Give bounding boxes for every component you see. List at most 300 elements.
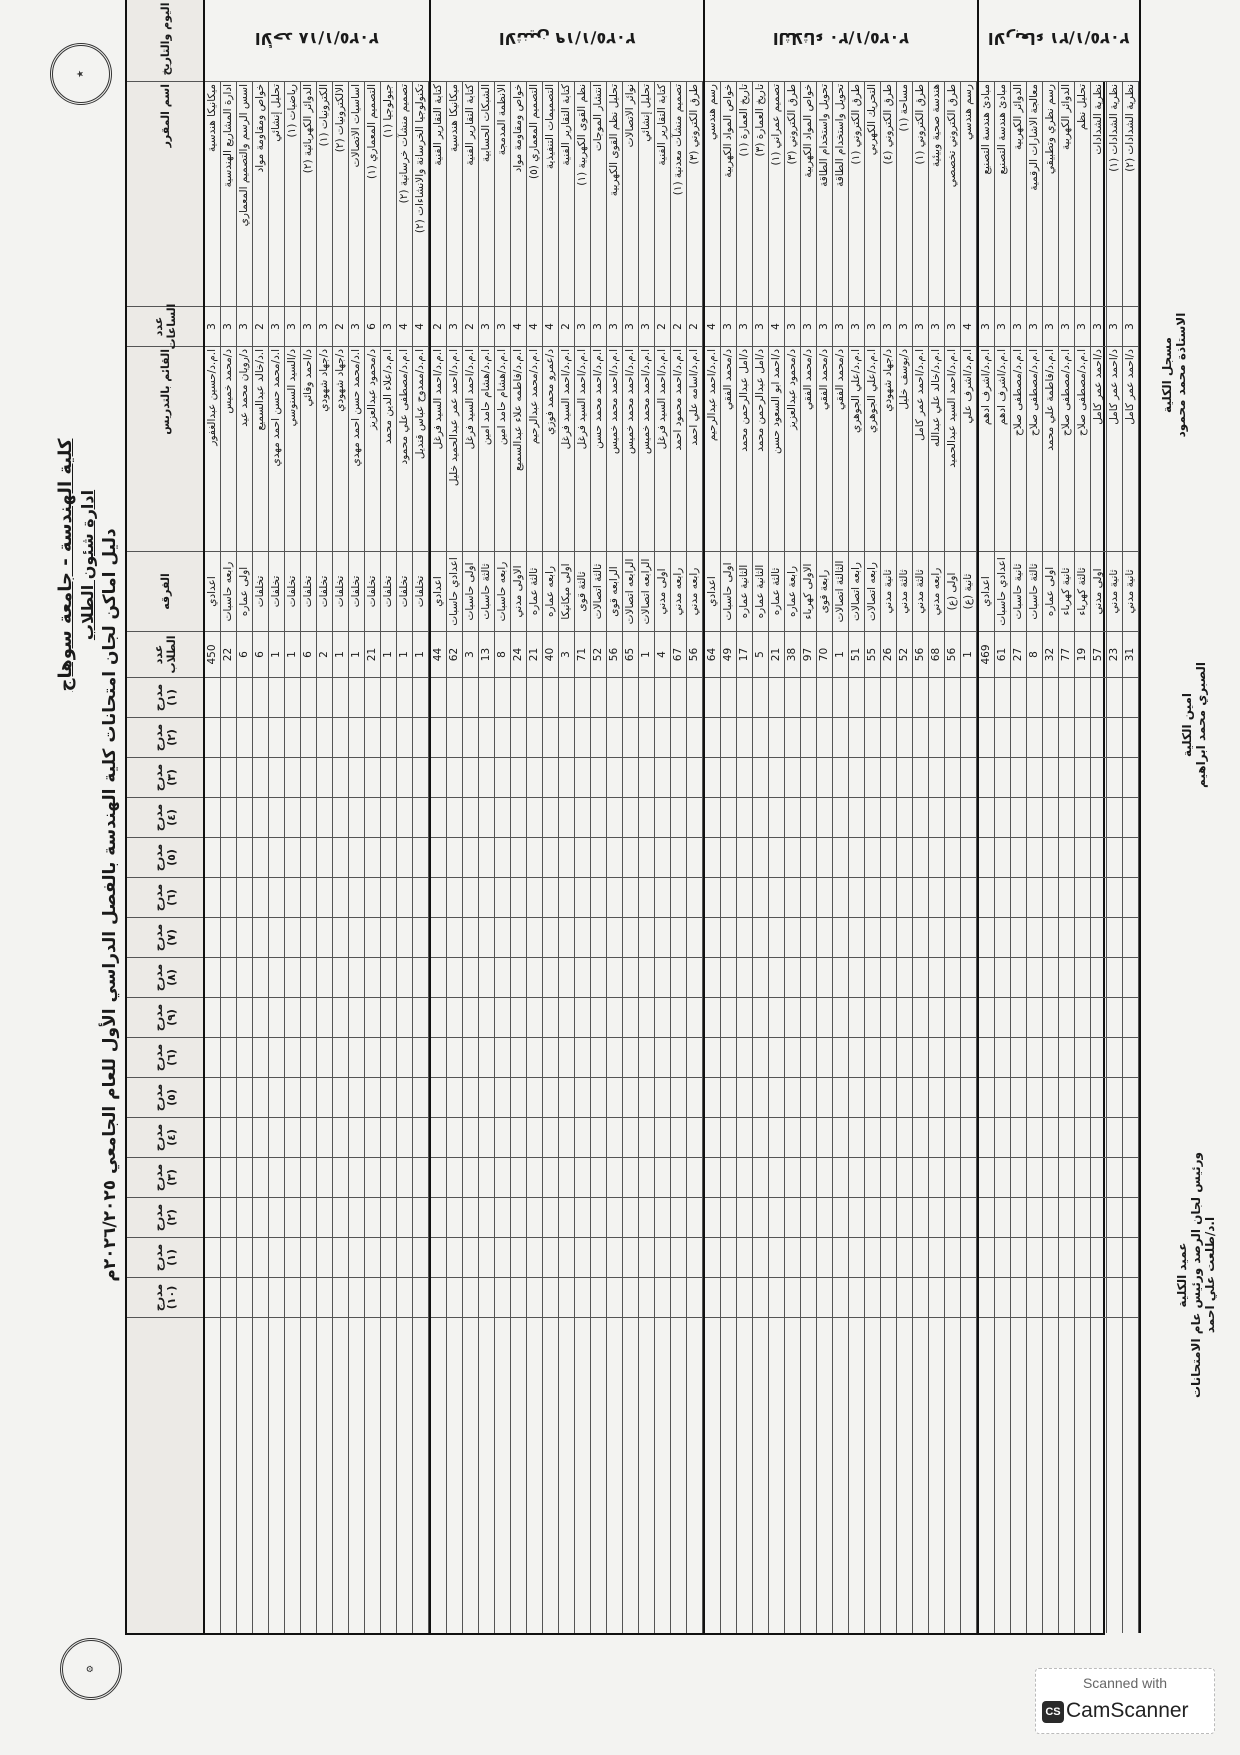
cell-lab (945, 678, 960, 718)
cell-lab (1027, 1238, 1042, 1278)
cell-lab (527, 1038, 542, 1078)
cell-count: 1 (333, 632, 348, 678)
cell-lab (737, 1198, 752, 1238)
cell-lab (833, 758, 848, 798)
cell-lab (1043, 878, 1058, 918)
cell-lab (737, 998, 752, 1038)
cell-lab (721, 838, 736, 878)
cell-lab (913, 1038, 928, 1078)
cell-course: التصميم المعماري (٥) (527, 82, 542, 307)
cell-lab (833, 838, 848, 878)
cell-lab (1075, 958, 1090, 998)
cell-course: نوائر الاتصالات (623, 82, 638, 307)
col-level: الفرقه (127, 552, 203, 632)
cell-lab (687, 1198, 702, 1238)
cell-lab (317, 1078, 332, 1118)
cell-lab (1027, 878, 1042, 918)
college-name: كلية الهندسة - جامعة سوهاج (55, 438, 76, 692)
cell-hours: 4 (511, 307, 526, 347)
cell-lab (463, 718, 478, 758)
cell-lab (865, 838, 880, 878)
cell-lab (929, 918, 944, 958)
cell-lab (687, 1238, 702, 1278)
cell-lab (511, 918, 526, 958)
cell-hours: 3 (381, 307, 396, 347)
cell-lab (1059, 798, 1074, 838)
cell-lab (623, 958, 638, 998)
cell-lab (769, 1038, 784, 1078)
cell-lab (365, 838, 380, 878)
cell-lab (817, 1118, 832, 1158)
cell-hours: 3 (1091, 307, 1106, 347)
cell-lab (479, 678, 494, 718)
cell-lab (365, 718, 380, 758)
page-header (0, 0, 120, 1755)
cell-lab (865, 1278, 880, 1318)
cell-prof: ا.م.د/احمد عمر عبدالحميد خليل (447, 347, 462, 552)
cell-lab (817, 918, 832, 958)
cell-lab (865, 958, 880, 998)
day-date (979, 0, 1139, 82)
cell-lab (849, 1238, 864, 1278)
cell-lab (479, 718, 494, 758)
cell-lab (785, 1278, 800, 1318)
cell-lab (639, 998, 654, 1038)
cell-lab (575, 758, 590, 798)
table-row (961, 0, 977, 1633)
cell-lab (961, 718, 976, 758)
cell-lab (639, 1198, 654, 1238)
cell-lab (639, 1158, 654, 1198)
cell-lab (511, 678, 526, 718)
cell-lab (913, 838, 928, 878)
cell-count: 65 (623, 632, 638, 678)
cell-lab (1123, 798, 1138, 838)
cell-lab (301, 798, 316, 838)
cell-lab (801, 918, 816, 958)
col-lab-14: مدرج (١) (127, 1238, 203, 1278)
cell-lab (785, 678, 800, 718)
cell-course: تاريخ العمارة (١) (737, 82, 752, 307)
col-lab-12: مدرج (٣) (127, 1158, 203, 1198)
table-row (447, 0, 463, 1633)
cell-lab (961, 878, 976, 918)
cell-lab (1043, 1158, 1058, 1198)
cell-lab (495, 1238, 510, 1278)
cell-lab (447, 878, 462, 918)
cell-lab (527, 1238, 542, 1278)
cell-count: 64 (705, 632, 720, 678)
cell-lab (447, 798, 462, 838)
cell-lab (381, 718, 396, 758)
cell-lab (381, 1158, 396, 1198)
cell-lab (447, 838, 462, 878)
cell-lab (849, 998, 864, 1038)
dean-title: عميد الكلية (1175, 1242, 1189, 1308)
table-row (881, 0, 897, 1633)
cell-lab (1043, 678, 1058, 718)
cell-prof: د/جهاد شهودي (317, 347, 332, 552)
cell-lab (881, 718, 896, 758)
cell-course: تحليل إنشائي (639, 82, 654, 307)
cell-lab (995, 678, 1010, 718)
cell-lab (397, 958, 412, 998)
cell-course: كتابة التقارير الفنية (559, 82, 574, 307)
cell-lab (961, 1198, 976, 1238)
cell-lab (655, 718, 670, 758)
cell-course: تاريخ العمارة (٣) (753, 82, 768, 307)
cell-lab (397, 678, 412, 718)
cell-lab (205, 918, 220, 958)
cell-lab (285, 998, 300, 1038)
cell-count: 61 (995, 632, 1010, 678)
cell-lab (495, 838, 510, 878)
cell-lab (1091, 838, 1106, 878)
cell-lab (817, 958, 832, 998)
cell-lab (397, 1238, 412, 1278)
cell-lab (397, 1118, 412, 1158)
cell-lab (1123, 918, 1138, 958)
cell-lab (929, 1038, 944, 1078)
cell-lab (559, 838, 574, 878)
cell-lab (671, 998, 686, 1038)
cell-lab (979, 1198, 994, 1238)
cell-lab (591, 1038, 606, 1078)
cell-lab (447, 758, 462, 798)
cell-lab (913, 758, 928, 798)
cell-lab (897, 1198, 912, 1238)
cell-lab (785, 998, 800, 1038)
cell-course: تحليل نظم (1075, 82, 1090, 307)
cell-lab (397, 998, 412, 1038)
cell-level: الثانية عماره (753, 552, 768, 632)
cell-count: 55 (865, 632, 880, 678)
cell-lab (205, 1038, 220, 1078)
cell-prof: ا.م.د/احمد السيد فرغل (655, 347, 670, 552)
table-row (785, 0, 801, 1633)
cell-lab (495, 1158, 510, 1198)
cell-lab (881, 1278, 896, 1318)
cell-course: طرق الكتروني (٤) (881, 82, 896, 307)
cell-course: طرق الكتروني (٣) (687, 82, 702, 307)
cell-lab (527, 1198, 542, 1238)
cell-lab (979, 1038, 994, 1078)
cell-lab (995, 1038, 1010, 1078)
cell-lab (817, 798, 832, 838)
cell-lab (317, 878, 332, 918)
cell-lab (237, 1038, 252, 1078)
cell-level: تخلفات (333, 552, 348, 632)
cell-lab (253, 798, 268, 838)
cell-lab (527, 878, 542, 918)
cell-lab (753, 718, 768, 758)
cell-lab (317, 1278, 332, 1318)
cell-lab (655, 838, 670, 878)
cell-level: رابعه عماره (543, 552, 558, 632)
cell-lab (721, 878, 736, 918)
cell-lab (687, 1038, 702, 1078)
cell-count: 3 (463, 632, 478, 678)
cell-lab (447, 1118, 462, 1158)
cell-lab (945, 1118, 960, 1158)
cell-lab (655, 678, 670, 718)
cell-hours: 3 (349, 307, 364, 347)
cell-level: اعدادي (205, 552, 220, 632)
cell-lab (397, 1198, 412, 1238)
cell-lab (979, 918, 994, 958)
table-row (413, 0, 429, 1633)
cell-prof: ا.م.د/هشام حامد امين (479, 347, 494, 552)
cell-level: اولى ميكانيكا (559, 552, 574, 632)
cell-lab (769, 878, 784, 918)
cell-lab (737, 838, 752, 878)
cell-hours: 3 (1075, 307, 1090, 347)
cell-lab (397, 838, 412, 878)
cell-lab (1027, 918, 1042, 958)
cell-lab (623, 1038, 638, 1078)
cell-lab (929, 718, 944, 758)
cell-lab (945, 878, 960, 918)
cell-hours: 3 (591, 307, 606, 347)
cell-lab (1075, 758, 1090, 798)
cell-lab (365, 1238, 380, 1278)
cell-lab (591, 718, 606, 758)
cell-prof: ا.م.د/احمد السيد فرغل (431, 347, 446, 552)
cell-lab (769, 798, 784, 838)
cell-hours: 3 (301, 307, 316, 347)
cell-course: انتشار الموجات (591, 82, 606, 307)
cell-lab (221, 1078, 236, 1118)
cell-lab (495, 718, 510, 758)
cell-prof: ا.م.د/احمد السيد عبدالحميد (945, 347, 960, 552)
cell-prof: د/محمد الفقي (801, 347, 816, 552)
cell-lab (737, 798, 752, 838)
cell-count: 6 (253, 632, 268, 678)
cell-lab (301, 758, 316, 798)
cell-hours: 3 (929, 307, 944, 347)
cell-lab (511, 1198, 526, 1238)
cell-lab (1027, 678, 1042, 718)
cell-lab (607, 1118, 622, 1158)
cell-lab (785, 798, 800, 838)
cell-prof: ا.د/محمد حسن احمد مهدي (349, 347, 364, 552)
cell-prof: ا.م.د/علي الجوهري (849, 347, 864, 552)
cell-lab (833, 1158, 848, 1198)
cell-lab (607, 718, 622, 758)
cell-lab (979, 878, 994, 918)
cell-lab (655, 1118, 670, 1158)
cell-prof: د/احمد عمر كامل (1091, 347, 1106, 552)
cell-prof: د/جهاد شهودي (881, 347, 896, 552)
cell-lab (623, 718, 638, 758)
cell-lab (381, 758, 396, 798)
cell-lab (463, 958, 478, 998)
cell-level: ثالثة عماره (527, 552, 542, 632)
cell-lab (721, 958, 736, 998)
cell-level: رابعه مدني (929, 552, 944, 632)
cell-lab (511, 758, 526, 798)
cell-lab (559, 758, 574, 798)
cell-lab (737, 758, 752, 798)
cell-lab (447, 1198, 462, 1238)
cell-lab (543, 718, 558, 758)
cell-lab (639, 1278, 654, 1318)
cell-lab (253, 758, 268, 798)
cell-lab (463, 758, 478, 798)
cell-lab (591, 918, 606, 958)
cell-lab (397, 918, 412, 958)
cell-lab (559, 798, 574, 838)
cell-course: رسم هندسي (705, 82, 720, 307)
cell-count: 1 (413, 632, 428, 678)
cell-lab (511, 718, 526, 758)
cell-lab (801, 1118, 816, 1158)
cell-lab (479, 1158, 494, 1198)
cell-count: 24 (511, 632, 526, 678)
cell-level: تخلفات (253, 552, 268, 632)
cell-count: 71 (575, 632, 590, 678)
cell-lab (381, 1118, 396, 1158)
cell-count: 27 (1011, 632, 1026, 678)
camscanner-icon: CS (1042, 1701, 1064, 1723)
cell-lab (817, 1078, 832, 1118)
cell-course: تحويل واستخدام الطاقة (833, 82, 848, 307)
cell-hours: 3 (221, 307, 236, 347)
cell-lab (817, 1198, 832, 1238)
cell-lab (285, 1078, 300, 1118)
cell-lab (753, 1198, 768, 1238)
cell-lab (881, 758, 896, 798)
cell-lab (285, 1158, 300, 1198)
cell-lab (221, 1198, 236, 1238)
cell-lab (575, 718, 590, 758)
col-lab-6: مدرج (٧) (127, 918, 203, 958)
cell-lab (1123, 1198, 1138, 1238)
cell-lab (237, 1198, 252, 1238)
cell-lab (687, 798, 702, 838)
cell-lab (543, 1198, 558, 1238)
cell-lab (511, 1118, 526, 1158)
cell-lab (995, 718, 1010, 758)
cell-lab (575, 1158, 590, 1198)
cell-lab (479, 1238, 494, 1278)
cell-prof: د/عمرو محمد فوزي (543, 347, 558, 552)
cell-lab (365, 798, 380, 838)
cell-lab (1091, 1158, 1106, 1198)
cell-lab (365, 1118, 380, 1158)
cell-count: 31 (1123, 632, 1138, 678)
cell-lab (1059, 998, 1074, 1038)
cell-lab (269, 1238, 284, 1278)
cell-lab (381, 1078, 396, 1118)
cell-lab (801, 958, 816, 998)
cell-lab (785, 838, 800, 878)
table-row (463, 0, 479, 1633)
cell-lab (769, 1198, 784, 1238)
cell-lab (237, 1078, 252, 1118)
cell-lab (881, 1038, 896, 1078)
cell-level: ثالثة مدني (897, 552, 912, 632)
page-title: دليل اماكن لجان امتحانات كلية الهندسة بالفصل الدراسي الأول للعام الجامعي ٢٠٢٦/٢٠٢٥م (100, 528, 120, 1282)
table-row (221, 0, 237, 1633)
cell-lab (979, 1078, 994, 1118)
cell-prof: ا.م.د/احمد محمود احمد (671, 347, 686, 552)
cell-lab (1091, 1278, 1106, 1318)
cell-lab (833, 958, 848, 998)
cell-lab (753, 678, 768, 718)
cell-lab (753, 998, 768, 1038)
cell-lab (253, 1078, 268, 1118)
cell-lab (929, 838, 944, 878)
cell-lab (865, 878, 880, 918)
cell-count: 52 (897, 632, 912, 678)
cell-lab (333, 678, 348, 718)
cell-lab (639, 798, 654, 838)
table-row (269, 0, 285, 1633)
cell-hours: 3 (913, 307, 928, 347)
cell-lab (205, 758, 220, 798)
cell-lab (269, 718, 284, 758)
table-row (1011, 0, 1027, 1633)
cell-level: تخلفات (397, 552, 412, 632)
cell-lab (413, 1118, 428, 1158)
cell-lab (785, 1038, 800, 1078)
cell-lab (945, 1158, 960, 1198)
cell-lab (623, 1278, 638, 1318)
cell-lab (929, 1118, 944, 1158)
cell-lab (205, 878, 220, 918)
cell-lab (1075, 1118, 1090, 1158)
table-row (721, 0, 737, 1633)
cell-prof: ا.م.د/احمد السيد فرغل (463, 347, 478, 552)
cell-lab (623, 998, 638, 1038)
cell-lab (349, 1238, 364, 1278)
cell-count: 40 (543, 632, 558, 678)
cell-lab (543, 918, 558, 958)
cell-lab (961, 958, 976, 998)
cell-lab (527, 1078, 542, 1118)
table-row (671, 0, 687, 1633)
cell-lab (413, 1038, 428, 1078)
col-lab-5: مدرج (٦) (127, 878, 203, 918)
cell-lab (881, 998, 896, 1038)
cell-lab (1123, 1118, 1138, 1158)
cell-course: رياضيات (١) (285, 82, 300, 307)
cell-lab (253, 1198, 268, 1238)
cell-lab (817, 1158, 832, 1198)
cell-lab (575, 1238, 590, 1278)
cell-lab (205, 1238, 220, 1278)
cell-count: 23 (1107, 632, 1122, 678)
cell-lab (591, 998, 606, 1038)
cell-lab (865, 758, 880, 798)
cell-lab (897, 1158, 912, 1198)
cell-lab (381, 838, 396, 878)
cell-lab (237, 1278, 252, 1318)
cell-lab (349, 798, 364, 838)
cell-lab (737, 878, 752, 918)
cell-hours: 2 (655, 307, 670, 347)
cell-hours: 2 (253, 307, 268, 347)
cell-lab (1107, 958, 1122, 998)
cell-lab (317, 718, 332, 758)
cell-lab (447, 1078, 462, 1118)
cell-level: ثانية مدني (1107, 552, 1122, 632)
cell-lab (253, 958, 268, 998)
cell-lab (317, 678, 332, 718)
cell-lab (1059, 1118, 1074, 1158)
cell-lab (705, 1038, 720, 1078)
